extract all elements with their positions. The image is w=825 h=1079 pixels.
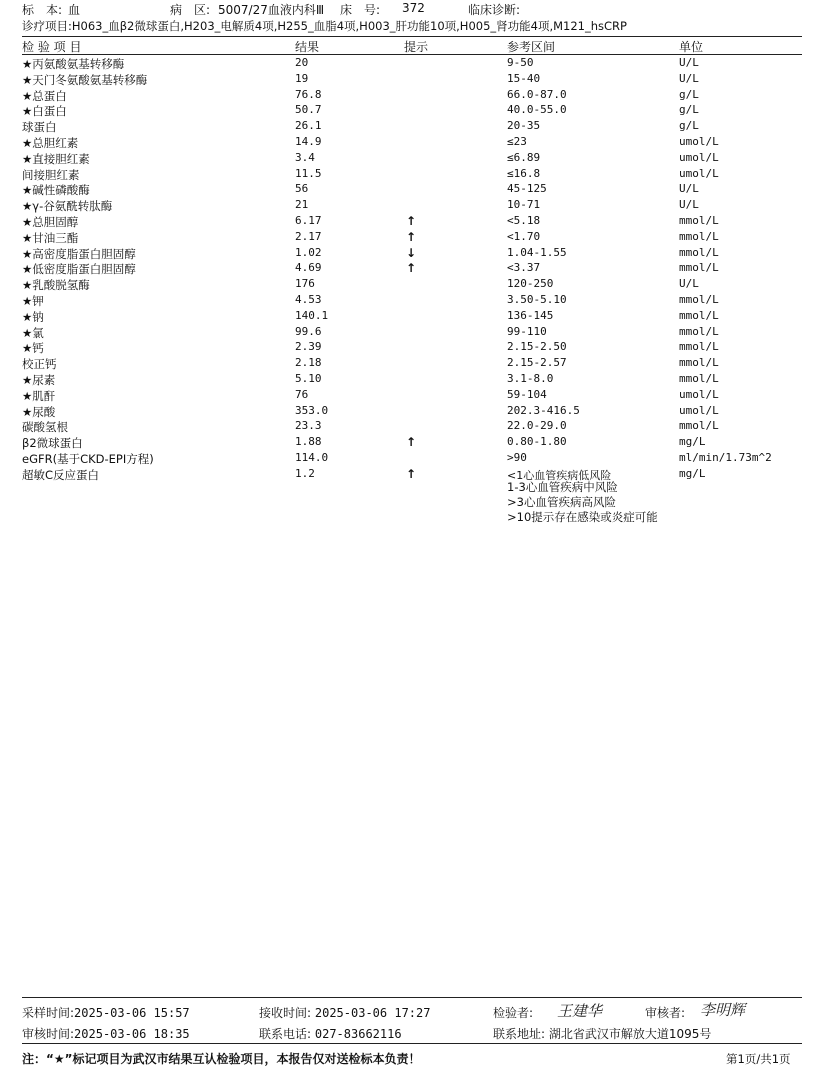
test-name: ★尿酸 [22,404,56,419]
test-reference: 10-71 [507,198,541,212]
report-note: 注：“★”标记项目为武汉市结果互认检验项目，本报告仅对送检标本负责！ [22,1052,421,1066]
address-value: 湖北省武汉市解放大道1095号 [548,1027,712,1041]
test-result: 2.18 [295,356,322,370]
table-row [22,182,802,198]
test-reference: 202.3-416.5 [507,403,580,417]
table-row [22,277,802,293]
review-time-label: 审核时间: [22,1027,75,1041]
test-reference: 40.0-55.0 [507,103,567,117]
phone-value: 027-83662116 [314,1027,402,1041]
test-name: ★高密度脂蛋白胆固醇 [22,246,136,261]
test-reference: 66.0-87.0 [507,87,567,101]
table-row [22,151,802,167]
test-result: 20 [295,56,309,69]
test-result: 6.17 [295,213,322,227]
test-result: 56 [295,182,309,196]
test-unit: U/L [679,182,699,196]
table-row [22,388,802,404]
bed-value: 372 [402,1,425,15]
test-reference: 136-145 [507,308,554,322]
specimen-value: 血 [68,3,81,17]
column-header-row [22,38,802,55]
test-reference: ≤6.89 [507,150,541,164]
test-unit: U/L [679,71,699,85]
test-reference: 59-104 [507,387,547,401]
test-unit: mmol/L [679,324,719,338]
test-unit: mmol/L [679,245,719,259]
test-unit: umol/L [679,403,719,417]
table-row [22,340,802,356]
footer-rule-bottom [22,1043,802,1044]
test-reference: 1.04-1.55 [507,245,567,259]
table-row [22,261,802,277]
tester [493,1004,533,1021]
test-reference: 15-40 [507,71,541,85]
table-row [22,103,802,119]
table-row [22,214,802,230]
test-reference: <1心血管疾病低风险 [507,468,612,482]
results-table [22,56,802,483]
test-reference: <1.70 [507,229,541,243]
test-result: 11.5 [295,166,322,180]
test-reference: 20-35 [507,119,541,133]
table-row [22,451,802,467]
test-reference: 99-110 [507,324,547,338]
test-result: 4.53 [295,292,322,306]
receive-time-label: 接收时间: [259,1006,312,1020]
test-result: 140.1 [295,308,329,322]
test-result: 14.9 [295,134,322,148]
test-name: ★碱性磷酸酶 [22,183,90,198]
bed-label: 床 号: [340,3,381,17]
arrow-up-icon: ↑ [406,229,417,244]
test-name: ★γ-谷氨酰转肽酶 [22,199,113,214]
test-reference: 45-125 [507,182,547,196]
test-name: ★钾 [22,293,44,308]
table-row [22,198,802,214]
reviewer [645,1004,685,1021]
page-indicator: 第1页/共1页 [726,1052,791,1066]
test-name: ★天门冬氨酸氨基转移酶 [22,72,148,87]
table-row [22,404,802,420]
test-name: ★低密度脂蛋白胆固醇 [22,262,136,277]
test-name: ★钙 [22,341,44,356]
test-unit: U/L [679,198,699,212]
test-name: ★尿素 [22,372,56,387]
test-name: ★甘油三酯 [22,230,79,245]
test-result: 4.69 [295,261,322,275]
crp-ref-line: >3心血管疾病高风险 [507,495,616,509]
arrow-up-icon: ↑ [406,466,417,481]
test-result: 99.6 [295,324,322,338]
test-result: 76 [295,387,309,401]
address-label: 联系地址: [493,1027,546,1041]
test-reference: ≤23 [507,134,527,148]
table-row [22,325,802,341]
test-name: ★肌酐 [22,388,56,403]
col-result: 结果 [295,40,320,54]
test-result: 114.0 [295,450,329,464]
test-reference: 0.80-1.80 [507,435,567,449]
test-result: 1.88 [295,435,322,449]
test-name: ★总胆固醇 [22,214,79,229]
test-reference: 3.1-8.0 [507,371,554,385]
sample-time-label: 采样时间: [22,1006,75,1020]
test-unit: ml/min/1.73m^2 [679,450,772,464]
test-unit: mmol/L [679,213,719,227]
test-name: ★乳酸脱氢酶 [22,278,90,293]
table-row [22,372,802,388]
table-row [22,230,802,246]
test-unit: mg/L [679,435,706,449]
tester-signature: 王建华 [557,1002,603,1020]
col-flag: 提示 [404,40,429,54]
test-name: ★钠 [22,309,44,324]
test-reference: 22.0-29.0 [507,419,567,433]
test-result: 1.2 [295,466,315,480]
test-name: ★氯 [22,325,44,340]
header-rule [22,36,802,37]
receive-time [259,1004,430,1021]
column-rule [22,54,802,55]
test-unit: g/L [679,103,699,117]
test-name: 校正钙 [22,357,57,372]
footer-rule-top [22,997,802,998]
table-row [22,293,802,309]
table-row [22,167,802,183]
test-result: 23.3 [295,419,322,433]
table-row [22,72,802,88]
test-name: 超敏C反应蛋白 [22,467,100,482]
test-result: 21 [295,198,309,212]
test-name: ★白蛋白 [22,104,67,119]
ward-label: 病 区: [170,3,211,17]
test-name: ★直接胆红素 [22,151,90,166]
sample-time [22,1004,190,1021]
table-row [22,419,802,435]
test-result: 50.7 [295,103,322,117]
test-result: 2.39 [295,340,322,354]
test-result: 2.17 [295,229,322,243]
table-row [22,246,802,262]
test-unit: umol/L [679,150,719,164]
table-row [22,309,802,325]
test-reference: 2.15-2.50 [507,340,567,354]
test-unit: mmol/L [679,308,719,322]
test-reference: 120-250 [507,277,554,291]
test-name: 碳酸氢根 [22,420,68,435]
test-name: ★丙氨酸氨基转移酶 [22,57,125,71]
arrow-up-icon: ↑ [406,213,417,228]
test-name: 球蛋白 [22,120,57,135]
test-result: 76.8 [295,87,322,101]
reviewer-label: 审核者: [645,1006,686,1020]
test-unit: mmol/L [679,261,719,275]
test-reference: 3.50-5.10 [507,292,567,306]
table-row [22,435,802,451]
test-unit: umol/L [679,166,719,180]
test-reference: 2.15-2.57 [507,356,567,370]
phone-label: 联系电话: [259,1027,312,1041]
arrow-down-icon: ↓ [406,245,417,260]
contact-address [493,1025,711,1042]
test-unit: g/L [679,87,699,101]
arrow-up-icon: ↑ [406,435,417,450]
ward-value: 5007/27血液内科Ⅲ [218,3,325,17]
items-label: 诊疗项目: [22,19,72,33]
review-time [22,1025,190,1042]
test-unit: mmol/L [679,419,719,433]
test-name: β2微球蛋白 [22,436,83,451]
test-unit: U/L [679,277,699,291]
review-time-value: 2025-03-06 18:35 [74,1027,190,1041]
table-row [22,356,802,372]
table-row [22,119,802,135]
col-name: 检 验 项 目 [22,40,82,54]
test-result: 19 [295,71,309,85]
test-reference: 9-50 [507,56,534,69]
table-row [22,135,802,151]
test-unit: mg/L [679,466,706,480]
arrow-up-icon: ↑ [406,261,417,276]
test-reference: ≤16.8 [507,166,541,180]
test-unit: mmol/L [679,356,719,370]
contact-phone [259,1025,402,1042]
test-name: 间接胆红素 [22,167,80,182]
test-name: ★总胆红素 [22,135,79,150]
reviewer-signature: 李明辉 [700,1001,746,1019]
col-unit: 单位 [679,40,704,54]
test-result: 176 [295,277,315,291]
test-unit: umol/L [679,387,719,401]
report-items-line [22,18,627,34]
test-result: 1.02 [295,245,322,259]
table-row [22,56,802,72]
test-name: ★总蛋白 [22,88,67,103]
test-unit: mmol/L [679,292,719,306]
table-row [22,467,802,483]
test-unit: mmol/L [679,340,719,354]
receive-time-value: 2025-03-06 17:27 [314,1006,431,1020]
test-unit: U/L [679,56,699,69]
test-result: 5.10 [295,371,322,385]
col-reference: 参考区间 [507,40,556,54]
specimen-label: 标 本: [22,3,63,17]
crp-ref-line: 1-3心血管疾病中风险 [507,480,618,494]
test-reference: <5.18 [507,213,541,227]
items-value: H063_血β2微球蛋白,H203_电解质4项,H255_血脂4项,H003_肝功能10项,H005_肾功能4项,M121_hsCRP [71,19,627,33]
test-reference: <3.37 [507,261,541,275]
tester-label: 检验者: [493,1006,534,1020]
test-unit: g/L [679,119,699,133]
test-result: 3.4 [295,150,315,164]
test-unit: mmol/L [679,229,719,243]
test-name: eGFR(基于CKD-EPI方程) [22,451,154,466]
test-result: 26.1 [295,119,322,133]
test-reference: >90 [507,450,527,464]
test-result: 353.0 [295,403,329,417]
table-row [22,88,802,104]
test-unit: mmol/L [679,371,719,385]
crp-ref-line: >10提示存在感染或炎症可能 [507,510,658,524]
sample-time-value: 2025-03-06 15:57 [74,1006,190,1020]
test-unit: umol/L [679,134,719,148]
diagnosis-label: 临床诊断: [468,3,521,17]
